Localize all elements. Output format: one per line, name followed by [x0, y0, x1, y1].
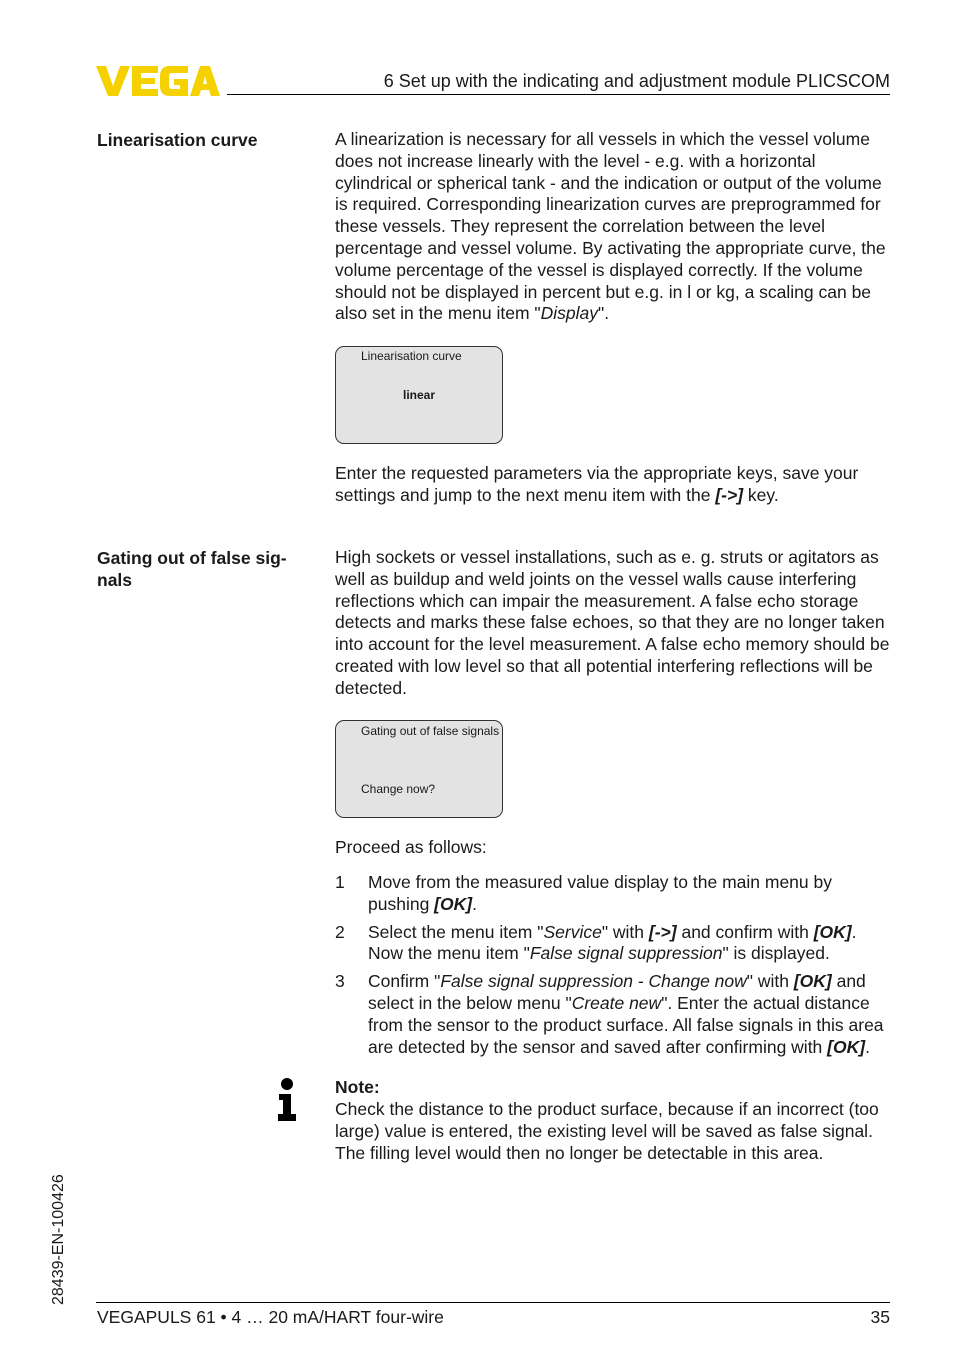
step-number: 2: [335, 921, 345, 942]
list-item: [335, 922, 891, 966]
step-text: Confirm ": [368, 971, 441, 992]
note-heading: Note:: [335, 1077, 380, 1097]
step-text: .: [865, 1036, 870, 1057]
menu-item-name: Create new: [571, 992, 662, 1013]
ok-key: [OK]: [793, 971, 832, 992]
linearisation-text-b: ".: [598, 303, 610, 324]
list-item: [335, 971, 891, 1058]
step-text: ". Enter the actual distance from the sensor to the product surface. All false signals in this area are detected by the sensor and saved after confirming with: [368, 992, 884, 1057]
document-id: 28439-EN-100426: [50, 1174, 67, 1305]
display-value: linear: [402, 388, 435, 402]
gating-heading: Gating out of false sig- nals: [97, 548, 287, 590]
step-text: " with: [601, 921, 649, 942]
gating-display: [335, 720, 503, 818]
linearisation-paragraph: [335, 129, 891, 325]
after-text-b: key.: [743, 484, 779, 505]
page-number: 35: [870, 1307, 890, 1327]
list-item: [335, 872, 891, 916]
arrow-key: [->]: [648, 921, 677, 942]
gating-display-title: Gating out of false signals: [361, 724, 500, 738]
note-text: Check the distance to the product surface, because if an incorrect (too large) value is entered, the existing level will be saved as false signal. The filling level would then no longer be detectable in this area.: [335, 1099, 879, 1163]
linearisation-display: [335, 346, 503, 444]
step-number: 1: [335, 872, 345, 892]
step-number: 3: [335, 971, 345, 992]
step-text: Move from the measured value display to the main menu by pushing: [368, 872, 832, 914]
linearisation-heading: Linearisation curve: [97, 130, 258, 150]
menu-item-name: False signal suppression: [529, 943, 723, 964]
ok-key: [OK]: [827, 1036, 866, 1057]
step-text: " with: [746, 971, 794, 992]
gating-display-prompt: Change now?: [361, 782, 436, 796]
step-text: and select in the below menu ": [368, 971, 866, 1013]
header-rule: [227, 94, 890, 95]
display-title: Linearisation curve: [361, 349, 462, 363]
after-text-a: Enter the requested parameters via the appropriate keys, save your settings and jump to the next menu item with the: [335, 463, 859, 505]
section-title: 6 Set up with the indicating and adjustment module PLICSCOM: [383, 71, 890, 91]
step-text: Select the menu item ": [368, 921, 544, 942]
menu-item-name: False signal suppression - Change now: [440, 971, 747, 992]
proceed-text: Proceed as follows:: [335, 837, 487, 857]
steps-list: [335, 872, 891, 1064]
linearisation-text-a: A linearization is necessary for all vessels in which the vessel volume does not increase linearly with the level - e.g. with a horizontal cylindrical or spherical tank - and the indication or output of the volume is required. Corresponding linearization curves are preprogrammed for these vessels. They represent the correlation between the level percentage and vessel volume. By activating the appropriate curve, the volume percentage of the vessel is displayed correctly. If the volume should not be displayed in percent but e.g. in l or kg, a scaling can be also set in the menu item ": [335, 129, 886, 324]
display-menu-item: Display: [540, 303, 599, 324]
arrow-key: [->]: [715, 484, 744, 505]
menu-item-name: Service: [543, 921, 602, 942]
step-text: . Now the menu item ": [368, 921, 857, 964]
footer-product: VEGAPULS 61 • 4 … 20 mA/HART four-wire: [97, 1307, 444, 1327]
vega-logo: [96, 64, 220, 98]
step-text: " is displayed.: [722, 943, 830, 964]
ok-key: [OK]: [813, 921, 852, 942]
linearisation-after-paragraph: [335, 463, 891, 507]
footer-rule: [96, 1302, 890, 1303]
gating-paragraph: [335, 547, 891, 700]
gating-text: High sockets or vessel installations, such as e. g. struts or agitators as well as buildup and weld joints on the vessel walls cause interfering reflections which can impair the measurement. A false echo storage detects and marks these false echoes, so that they are no longer taken into account for the level measurement. A false echo memory should be created with low level so that all potential interfering reflections will be detected.: [335, 547, 890, 698]
step-text: .: [472, 893, 477, 914]
note-block: [335, 1076, 891, 1164]
step-text: and confirm with: [676, 921, 814, 942]
ok-key: [OK]: [434, 893, 473, 914]
info-icon: [276, 1078, 298, 1122]
